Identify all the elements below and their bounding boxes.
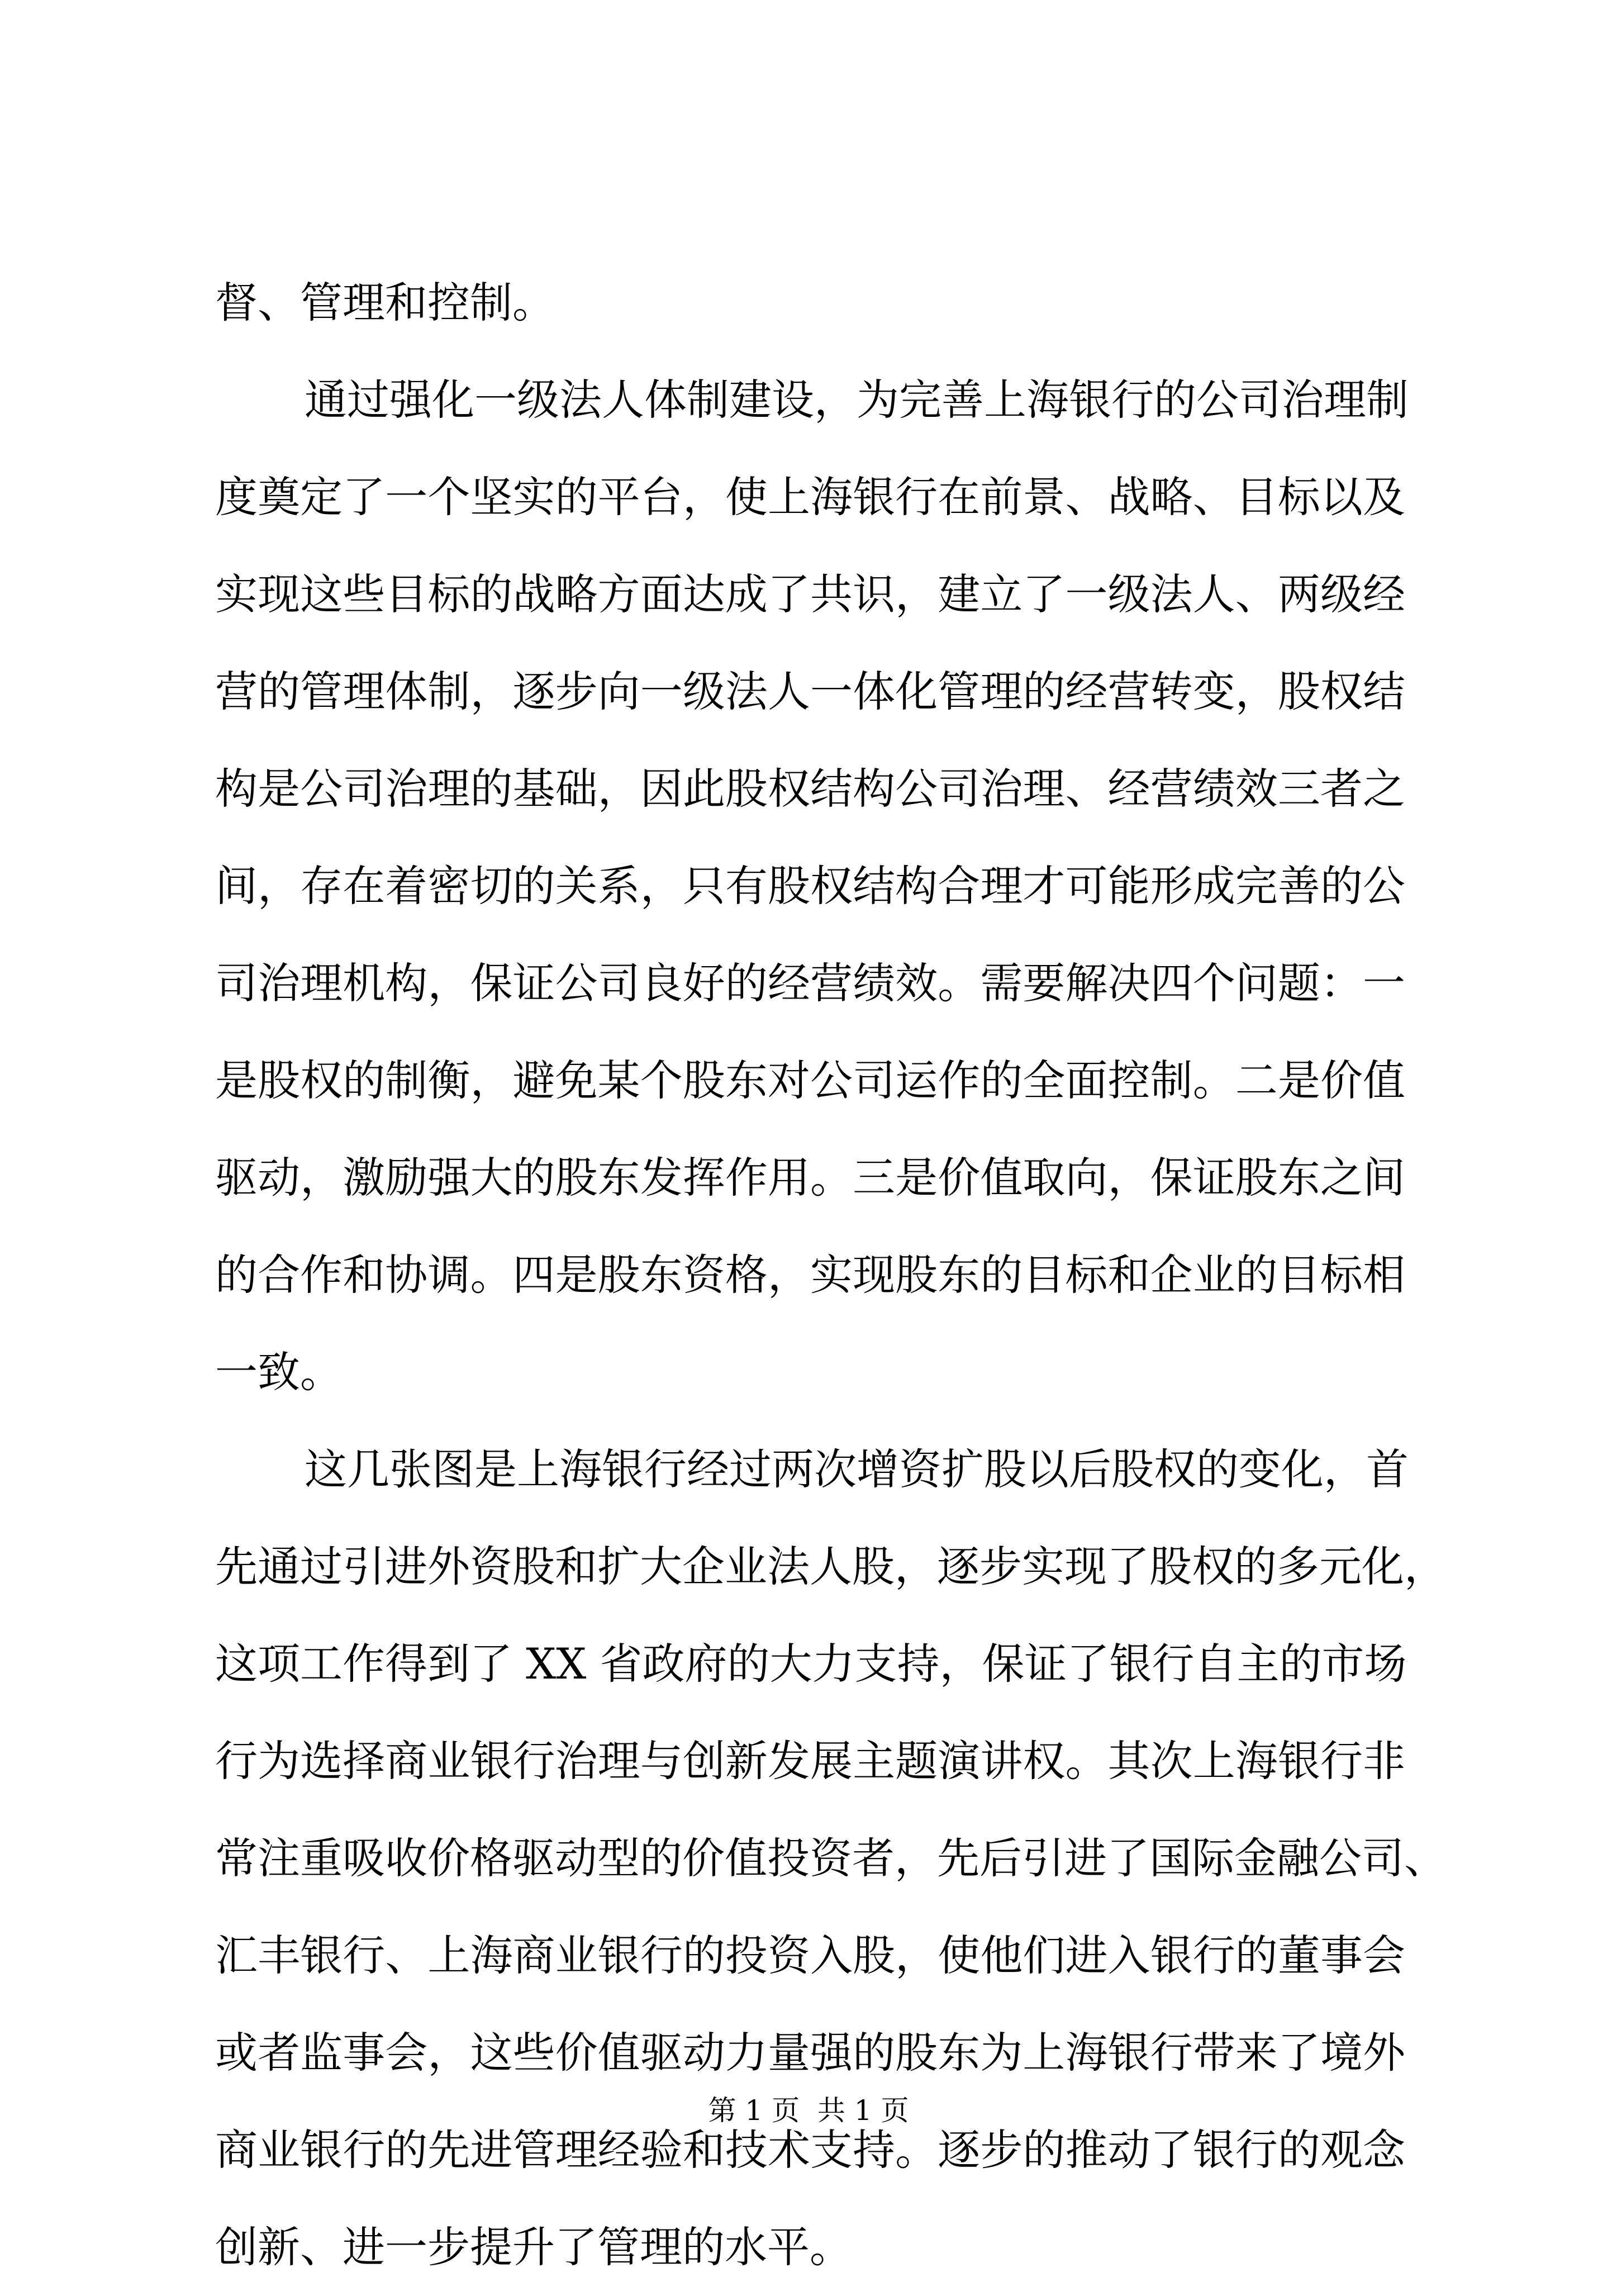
text-line: 司治理机构，保证公司良好的经营绩效。需要解决四个问题：一 [215, 958, 1405, 1008]
text-line: 构是公司治理的基础，因此股权结构公司治理、经营绩效三者之 [215, 764, 1405, 814]
text-line: 或者监事会，这些价值驱动力量强的股东为上海银行带来了境外 [215, 2028, 1405, 2078]
text-line: 通过强化一级法人体制建设，为完善上海银行的公司治理制 [305, 375, 1409, 425]
page-total: 共 1 页 [817, 2094, 909, 2127]
text-line: 商业银行的先进管理经验和技术支持。逐步的推动了银行的观念 [215, 2125, 1405, 2175]
text-line: 这项工作得到了 XX 省政府的大力支持，保证了银行自主的市场 [215, 1639, 1407, 1689]
text-line: 度奠定了一个坚实的平台，使上海银行在前景、战略、目标以及 [215, 472, 1405, 522]
text-line: 一致。 [215, 1347, 343, 1397]
text-line: 汇丰银行、上海商业银行的投资入股，使他们进入银行的董事会 [215, 1931, 1405, 1980]
page-number: 第 1 页 [708, 2094, 800, 2127]
page-footer [0, 2091, 1617, 2130]
text-line: 常注重吸收价格驱动型的价值投资者，先后引进了国际金融公司、 [215, 1833, 1447, 1883]
text-line: 间，存在着密切的关系，只有股权结构合理才可能形成完善的公 [215, 861, 1405, 911]
text-line: 督、管理和控制。 [215, 278, 555, 327]
text-line: 创新、进一步提升了管理的水平。 [215, 2222, 852, 2272]
text-line: 先通过引进外资股和扩大企业法人股，逐步实现了股权的多元化， [215, 1542, 1447, 1591]
document-body [215, 254, 1447, 2296]
text-line: 实现这些目标的战略方面达成了共识，建立了一级法人、两级经 [215, 569, 1405, 619]
text-line: 驱动，激励强大的股东发挥作用。三是价值取向，保证股东之间 [215, 1153, 1405, 1202]
footer-gap [800, 2094, 817, 2127]
text-line: 这几张图是上海银行经过两次增资扩股以后股权的变化，首 [305, 1444, 1409, 1494]
text-line: 是股权的制衡，避免某个股东对公司运作的全面控制。二是价值 [215, 1056, 1405, 1105]
text-line: 营的管理体制，逐步向一级法人一体化管理的经营转变，股权结 [215, 667, 1405, 716]
text-line: 行为选择商业银行治理与创新发展主题演讲权。其次上海银行非 [215, 1736, 1405, 1786]
text-line: 的合作和协调。四是股东资格，实现股东的目标和企业的目标相 [215, 1250, 1405, 1300]
